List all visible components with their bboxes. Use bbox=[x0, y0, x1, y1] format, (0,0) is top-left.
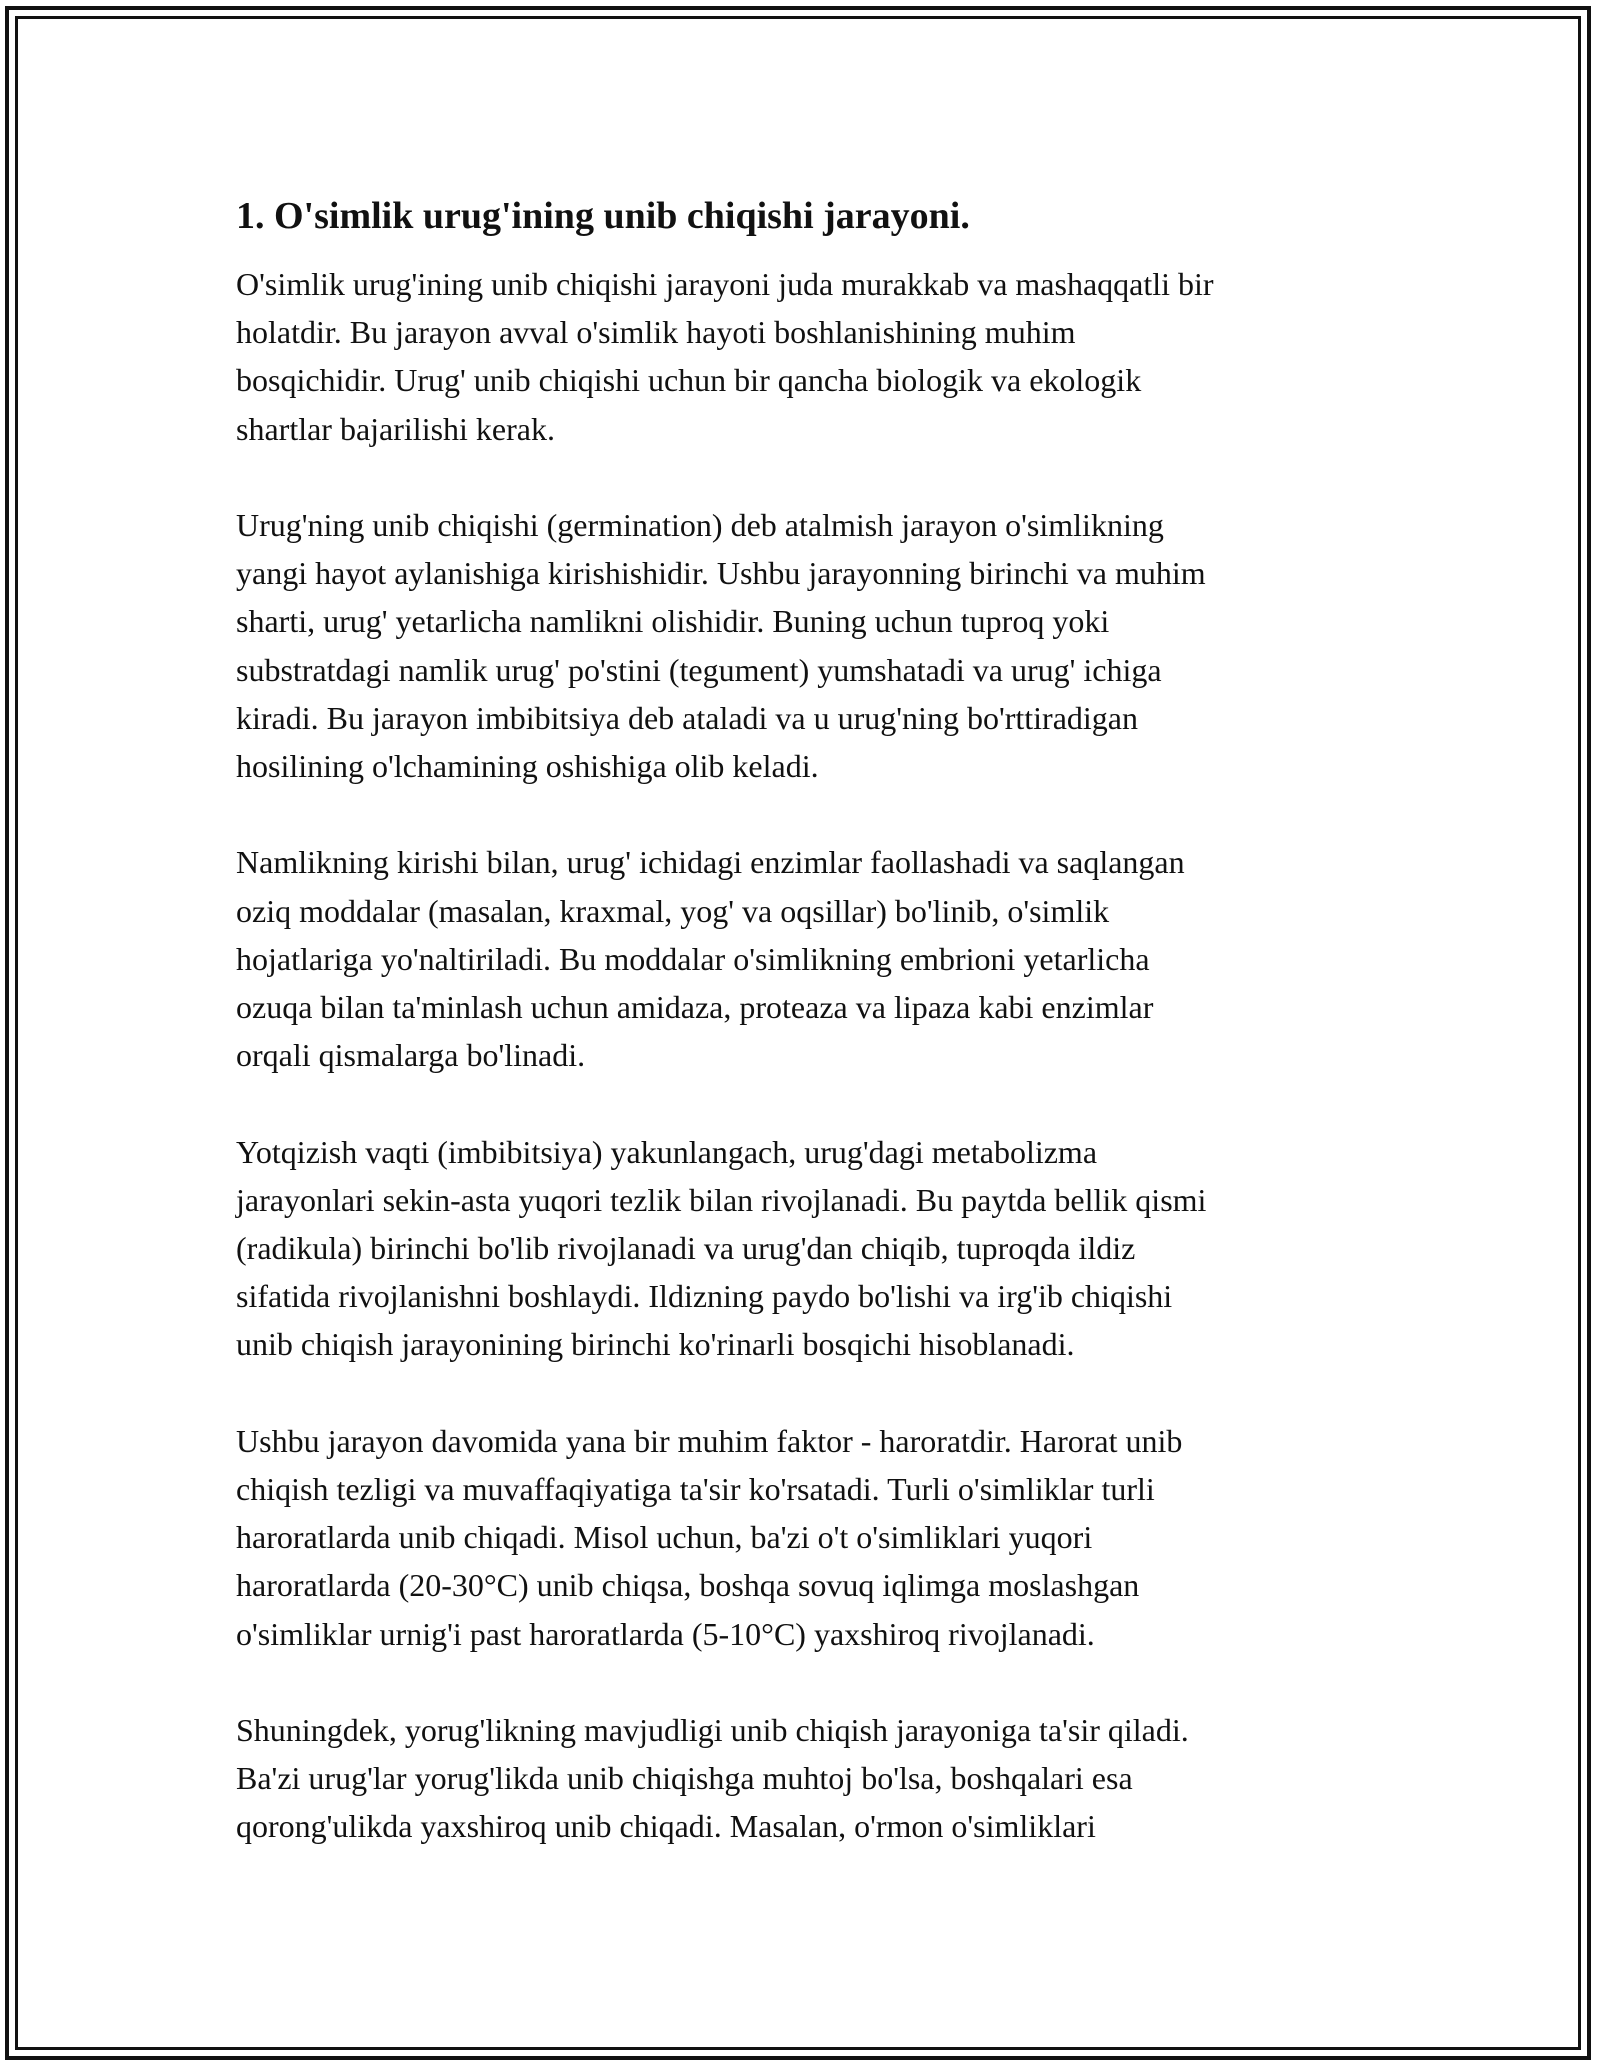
text-line: qorong'ulikda yaxshiroq unib chiqadi. Masalan, o'rmon o'simliklari bbox=[236, 1808, 1096, 1845]
text-line: chiqish tezligi va muvaffaqiyatiga ta'sir ko'rsatadi. Turli o'simliklar turli bbox=[236, 1471, 1155, 1508]
text-line: Urug'ning unib chiqishi (germination) deb atalmish jarayon o'simlikning bbox=[236, 507, 1164, 543]
paragraph-4 bbox=[236, 1128, 1376, 1369]
paragraph-6 bbox=[236, 1706, 1376, 1851]
text-line: sifatida rivojlanishni boshlaydi. Ildizning paydo bo'lishi va irg'ib chiqishi bbox=[236, 1278, 1173, 1315]
text-line: O'simlik urug'ining unib chiqishi jarayoni juda murakkab va mashaqqatli bir bbox=[236, 266, 1214, 302]
text-line: orqali qismalarga bo'linadi. bbox=[236, 1037, 586, 1074]
text-line: Ba'zi urug'lar yorug'likda unib chiqishga muhtoj bo'lsa, boshqalari esa bbox=[236, 1760, 1133, 1797]
text-line: hojatlariga yo'naltiriladi. Bu moddalar o'simlikning embrioni yetarlicha bbox=[236, 940, 1150, 977]
paragraph-3 bbox=[236, 838, 1376, 1079]
text-line: haroratlarda (20-30°C) unib chiqsa, boshqa sovuq iqlimga moslashgan bbox=[236, 1567, 1140, 1604]
text-line: haroratlarda unib chiqadi. Misol uchun, ba'zi o't o'simliklari yuqori bbox=[236, 1519, 1093, 1556]
text-line: yangi hayot aylanishiga kirishishidir. Ushbu jarayonning birinchi va muhim bbox=[236, 555, 1206, 592]
text-line: Shuningdek, yorug'likning mavjudligi unib chiqish jarayoniga ta'sir qiladi. bbox=[236, 1712, 1189, 1749]
text-line: (radikula) birinchi bo'lib rivojlanadi va urug'dan chiqib, tuproqda ildiz bbox=[236, 1230, 1136, 1267]
text-line: substratdagi namlik urug' po'stini (tegument) yumshatadi va urug' ichiga bbox=[236, 651, 1162, 688]
paragraph-2 bbox=[236, 501, 1376, 790]
section-heading: 1. O'simlik urug'ining unib chiqishi jarayoni. bbox=[236, 195, 970, 237]
text-line: hosilining o'lchamining oshishiga olib keladi. bbox=[236, 748, 819, 785]
text-line: sharti, urug' yetarlicha namlikni olishidir. Buning uchun tuproq yoki bbox=[236, 603, 1110, 640]
document-body bbox=[236, 190, 1376, 1899]
text-line: ozuqa bilan ta'minlash uchun amidaza, proteaza va lipaza kabi enzimlar bbox=[236, 989, 1154, 1026]
text-line: shartlar bajarilishi kerak. bbox=[236, 410, 555, 447]
text-line: Yotqizish vaqti (imbibitsiya) yakunlangach, urug'dagi metabolizma bbox=[236, 1133, 1098, 1170]
text-line: Namlikning kirishi bilan, urug' ichidagi enzimlar faollashadi va saqlangan bbox=[236, 844, 1185, 881]
text-line: o'simliklar urnig'i past haroratlarda (5-10°C) yaxshiroq rivojlanadi. bbox=[236, 1615, 1095, 1652]
paragraph-1 bbox=[236, 260, 1376, 453]
text-line: holatdir. Bu jarayon avval o'simlik hayoti boshlanishining muhim bbox=[236, 314, 1076, 351]
text-line: Ushbu jarayon davomida yana bir muhim faktor - haroratdir. Harorat unib bbox=[236, 1422, 1183, 1459]
text-line: oziq moddalar (masalan, kraxmal, yog' va oqsillar) bo'linib, o'simlik bbox=[236, 892, 1110, 929]
text-line: unib chiqish jarayonining birinchi ko'rinarli bosqichi hisoblanadi. bbox=[236, 1326, 1075, 1363]
text-line: jarayonlari sekin-asta yuqori tezlik bilan rivojlanadi. Bu paytda bellik qismi bbox=[236, 1181, 1207, 1218]
paragraph-5 bbox=[236, 1417, 1376, 1658]
text-line: kiradi. Bu jarayon imbibitsiya deb ataladi va u urug'ning bo'rttiradigan bbox=[236, 699, 1138, 736]
text-line: bosqichidir. Urug' unib chiqishi uchun bir qancha biologik va ekologik bbox=[236, 362, 1142, 399]
